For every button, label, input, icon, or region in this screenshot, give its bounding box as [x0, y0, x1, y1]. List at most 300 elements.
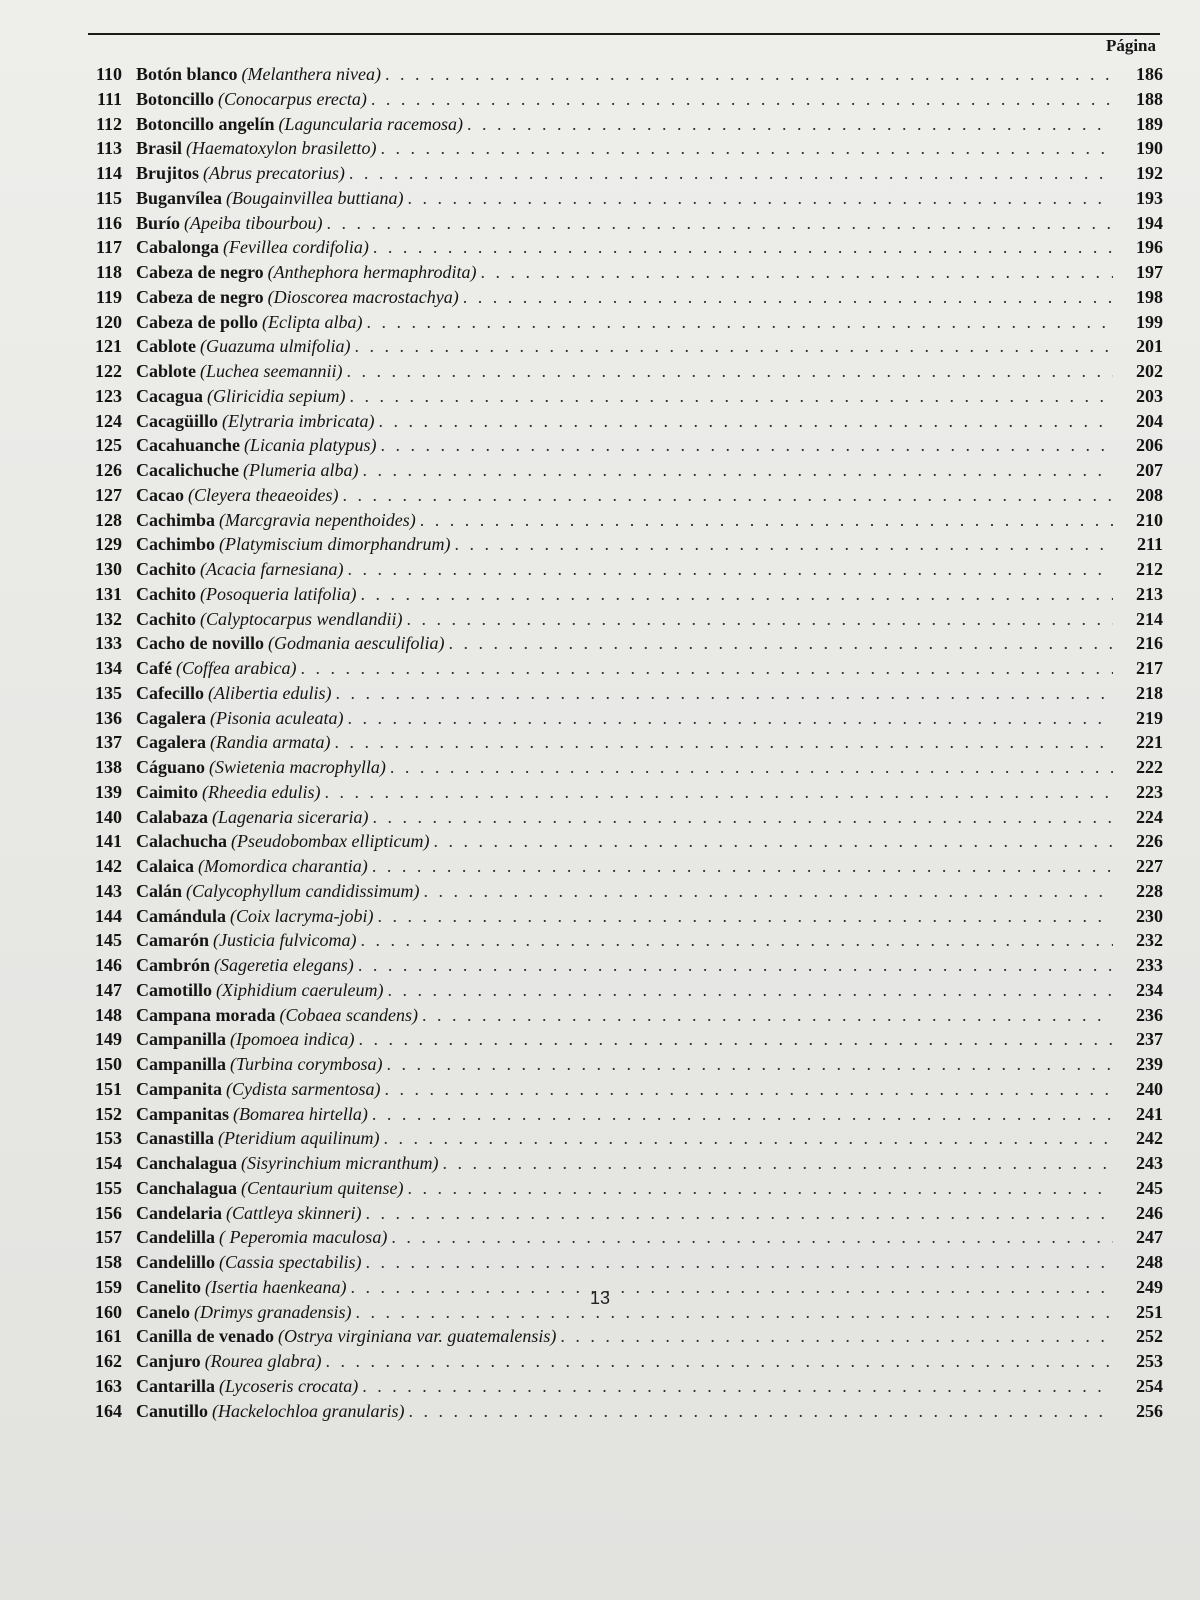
dot-leader: [443, 1153, 1113, 1174]
dot-leader: [391, 1227, 1113, 1248]
dot-leader: [372, 1104, 1113, 1125]
entry-number: 118: [95, 262, 122, 282]
entry-scientific-name: (Dioscorea macrostachya): [267, 286, 459, 307]
entry-scientific-name: (Rheedia edulis): [202, 781, 321, 802]
entry-common-name: Caimito: [136, 781, 198, 802]
entry-scientific-name: (Cattleya skinneri): [226, 1202, 362, 1223]
entry-scientific-name: (Marcgravia nepenthoides): [219, 509, 416, 530]
entry-page-number: 232: [1136, 930, 1163, 951]
entry-page-number: 247: [1136, 1227, 1163, 1248]
dot-leader: [423, 881, 1113, 902]
entry-number: 138: [95, 757, 122, 777]
entry-page-number: 239: [1136, 1054, 1163, 1074]
dot-leader: [361, 584, 1114, 605]
dot-leader: [342, 485, 1113, 506]
index-entry: [60, 1005, 1163, 1030]
index-entry: [60, 584, 1163, 609]
entry-page-number: 227: [1136, 856, 1163, 876]
entry-scientific-name: (Xiphidium caeruleum): [216, 979, 384, 1000]
dot-leader: [378, 906, 1114, 927]
entry-number: 141: [95, 831, 122, 852]
entry-number: 158: [95, 1252, 122, 1272]
entry-scientific-name: (Apeiba tibourbou): [184, 212, 323, 233]
entry-page-number: 256: [1136, 1400, 1163, 1421]
index-entry: [60, 831, 1163, 856]
entry-number: 161: [95, 1326, 122, 1347]
entry-number: 139: [95, 781, 122, 802]
dot-leader: [385, 1079, 1113, 1100]
dot-leader: [349, 386, 1113, 407]
dot-leader: [326, 1351, 1113, 1372]
entry-page-number: 214: [1136, 608, 1163, 629]
page-column-heading: Página: [1105, 36, 1156, 55]
entry-number: 112: [95, 113, 122, 134]
index-entry: [60, 807, 1163, 832]
entry-number: 136: [95, 707, 122, 728]
entry-page-number: 245: [1136, 1177, 1163, 1198]
entry-page-number: 211: [1136, 534, 1163, 555]
entry-number: 151: [95, 1078, 122, 1099]
dot-leader: [387, 980, 1113, 1001]
entry-number: 150: [95, 1054, 122, 1074]
entry-scientific-name: (Isertia haenkeana): [205, 1276, 347, 1297]
entry-number: 152: [95, 1103, 122, 1124]
entry-page-number: 234: [1136, 979, 1163, 1000]
entry-common-name: Cantarilla: [136, 1375, 215, 1396]
index-entry: [60, 411, 1163, 436]
entry-page-number: 192: [1136, 163, 1163, 183]
entry-common-name: Cabeza de negro: [136, 262, 264, 282]
entry-page-number: 208: [1136, 484, 1163, 505]
entry-number: 130: [95, 559, 122, 579]
index-entry: [60, 435, 1163, 460]
entry-page-number: 253: [1136, 1351, 1163, 1371]
entry-common-name: Camotillo: [136, 979, 212, 1000]
entry-scientific-name: (Sisyrinchium micranthum): [241, 1153, 439, 1173]
entry-scientific-name: (Elytraria imbricata): [222, 410, 375, 431]
index-entry: [60, 1128, 1163, 1153]
entry-page-number: 203: [1136, 385, 1163, 406]
page-number: 13: [589, 1288, 611, 1308]
dot-leader: [420, 510, 1113, 531]
entry-number: 148: [95, 1004, 122, 1025]
entry-scientific-name: (Fevillea cordifolia): [223, 237, 369, 258]
entry-scientific-name: (Eclipta alba): [262, 311, 363, 332]
entry-scientific-name: (Godmania aesculifolia): [268, 633, 445, 654]
index-entry: [60, 89, 1163, 114]
dot-leader: [560, 1326, 1113, 1347]
entry-scientific-name: (Cydista sarmentosa): [226, 1078, 381, 1099]
entry-scientific-name: (Gliricidia sepium): [207, 385, 346, 406]
entry-scientific-name: (Calycophyllum candidissimum): [186, 880, 420, 901]
entry-number: 115: [95, 187, 122, 208]
entry-common-name: Candelillo: [136, 1252, 216, 1272]
index-entry: [60, 1054, 1163, 1079]
entry-scientific-name: (Melanthera nivea): [241, 64, 381, 84]
entry-common-name: Candelaria: [136, 1202, 223, 1223]
index-entry: [60, 1029, 1163, 1054]
index-entry: [60, 708, 1163, 733]
dot-leader: [355, 336, 1114, 357]
entry-number: 129: [95, 534, 122, 555]
index-entry: [60, 1252, 1163, 1277]
entry-number: 131: [95, 583, 122, 604]
dot-leader: [367, 312, 1114, 333]
entry-number: 137: [95, 732, 122, 753]
dot-leader: [347, 559, 1113, 580]
entry-page-number: 199: [1136, 311, 1163, 332]
entry-scientific-name: (Pseudobombax ellipticum): [231, 831, 430, 852]
entry-common-name: Cafecillo: [136, 682, 204, 703]
entry-number: 154: [95, 1153, 122, 1173]
entry-common-name: Café: [136, 658, 172, 678]
index-entry: [60, 287, 1163, 312]
entry-common-name: Canjuro: [136, 1351, 201, 1371]
entry-page-number: 241: [1136, 1103, 1163, 1124]
entry-number: 122: [95, 361, 122, 381]
entry-number: 144: [95, 905, 122, 926]
entry-common-name: Botoncillo: [136, 88, 215, 109]
index-entry: [60, 64, 1163, 89]
header-rule: [88, 33, 1160, 35]
entry-common-name: Cachito: [136, 559, 196, 579]
index-entry: [60, 114, 1163, 139]
entry-common-name: Cacho de novillo: [136, 633, 265, 654]
entry-scientific-name: (Plumeria alba): [243, 460, 359, 480]
entry-scientific-name: (Ostrya virginiana var. guatemalensis): [278, 1326, 557, 1347]
entry-common-name: Cambrón: [136, 955, 211, 975]
entry-page-number: 186: [1136, 64, 1163, 84]
entry-common-name: Cabalonga: [136, 237, 220, 258]
entry-scientific-name: (Coffea arabica): [175, 658, 297, 678]
index-entry: [60, 1326, 1163, 1351]
dot-leader: [379, 411, 1114, 432]
dot-leader: [366, 1252, 1113, 1273]
entry-number: 111: [96, 88, 122, 109]
dot-leader: [346, 361, 1113, 382]
entry-scientific-name: (Hackelochloa granularis): [212, 1400, 405, 1421]
dot-leader: [373, 237, 1113, 258]
index-entry: [60, 1178, 1163, 1203]
entry-common-name: Campanilla: [136, 1054, 227, 1074]
index-entry: [60, 1227, 1163, 1252]
entry-page-number: 204: [1136, 410, 1163, 431]
entry-page-number: 196: [1136, 237, 1163, 258]
entry-number: 157: [95, 1227, 122, 1248]
entry-common-name: Cáguano: [136, 757, 206, 777]
entry-number: 132: [95, 608, 122, 629]
entry-common-name: Cacagüillo: [136, 410, 219, 431]
entry-common-name: Campana morada: [136, 1004, 276, 1025]
entry-common-name: Brujitos: [136, 163, 199, 183]
entry-scientific-name: (Anthephora hermaphrodita): [267, 262, 477, 282]
entry-number: 134: [95, 658, 122, 678]
entry-page-number: 207: [1136, 460, 1163, 480]
entry-number: 123: [95, 385, 122, 406]
index-entry: [60, 312, 1163, 337]
entry-number: 145: [95, 930, 122, 951]
entry-scientific-name: (Luchea seemannii): [200, 361, 343, 381]
entry-scientific-name: (Rourea glabra): [204, 1351, 322, 1371]
entry-page-number: 188: [1136, 88, 1163, 109]
dot-leader: [334, 732, 1113, 753]
entry-page-number: 189: [1136, 113, 1163, 134]
entry-scientific-name: (Guazuma ulmifolia): [200, 336, 351, 357]
entry-common-name: Calán: [136, 880, 183, 901]
entry-common-name: Canastilla: [136, 1128, 215, 1149]
index-entry: [60, 609, 1163, 634]
entry-scientific-name: (Ipomoea indica): [230, 1029, 355, 1050]
entry-page-number: 222: [1136, 757, 1163, 777]
entry-page-number: 201: [1136, 336, 1163, 357]
entry-common-name: Canelo: [136, 1301, 190, 1322]
entry-page-number: 226: [1136, 831, 1163, 852]
entry-scientific-name: (Centaurium quitense): [241, 1177, 404, 1198]
entry-number: 127: [95, 484, 122, 505]
entry-page-number: 216: [1136, 633, 1163, 654]
entry-number: 133: [95, 633, 122, 654]
dot-leader: [422, 1005, 1113, 1026]
entry-page-number: 212: [1136, 559, 1163, 579]
entry-common-name: Campanilla: [136, 1029, 227, 1050]
entry-number: 126: [95, 460, 122, 480]
entry-page-number: 197: [1136, 262, 1163, 282]
entry-scientific-name: (Justicia fulvicoma): [213, 930, 357, 951]
index-entry: [60, 510, 1163, 535]
index-entry: [60, 534, 1163, 559]
entry-common-name: Cachito: [136, 583, 196, 604]
index-entry: [60, 1351, 1163, 1376]
entry-scientific-name: (Pisonia aculeata): [209, 707, 344, 728]
index-entry: [60, 658, 1163, 683]
dot-leader: [408, 188, 1114, 209]
index-entry: [60, 1104, 1163, 1129]
dot-leader: [300, 658, 1113, 679]
entry-common-name: Canelito: [136, 1276, 201, 1297]
entry-scientific-name: ( Peperomia maculosa): [219, 1227, 388, 1248]
entry-scientific-name: (Drimys granadensis): [194, 1301, 352, 1322]
entry-scientific-name: (Turbina corymbosa): [230, 1054, 383, 1074]
entry-scientific-name: (Bougainvillea buttiana): [226, 187, 404, 208]
index-entry: [60, 485, 1163, 510]
index-entry: [60, 955, 1163, 980]
entry-page-number: 223: [1136, 781, 1163, 802]
index-entry: [60, 881, 1163, 906]
entry-scientific-name: (Lagenaria siceraria): [212, 806, 369, 827]
index-entry: [60, 336, 1163, 361]
entry-common-name: Cachimbo: [136, 534, 216, 555]
entry-common-name: Campanita: [136, 1078, 223, 1099]
entry-number: 156: [95, 1202, 122, 1223]
entry-page-number: 219: [1136, 707, 1163, 728]
entry-common-name: Cacahuanche: [136, 435, 241, 456]
index-entry: [60, 163, 1163, 188]
entry-page-number: 194: [1136, 212, 1163, 233]
entry-page-number: 228: [1136, 880, 1163, 901]
dot-leader: [372, 856, 1113, 877]
dot-leader: [390, 757, 1113, 778]
entry-page-number: 240: [1136, 1078, 1163, 1099]
entry-page-number: 237: [1136, 1029, 1163, 1050]
entry-page-number: 202: [1136, 361, 1163, 381]
entry-page-number: 254: [1136, 1375, 1163, 1396]
entry-scientific-name: (Coix lacryma-jobi): [230, 905, 374, 926]
entry-scientific-name: (Licania platypus): [244, 435, 377, 456]
entry-common-name: Calachucha: [136, 831, 228, 852]
entry-common-name: Canchalagua: [136, 1153, 238, 1173]
entry-page-number: 251: [1136, 1301, 1163, 1322]
dot-leader: [360, 930, 1113, 951]
entry-number: 114: [95, 163, 122, 183]
entry-common-name: Canilla de venado: [136, 1326, 275, 1347]
entry-common-name: Cacao: [136, 484, 184, 505]
index-entry: [60, 1376, 1163, 1401]
entry-common-name: Botoncillo angelín: [136, 113, 275, 134]
entry-common-name: Canutillo: [136, 1400, 209, 1421]
entry-common-name: Buganvílea: [136, 187, 223, 208]
index-entry: [60, 361, 1163, 386]
entry-page-number: 218: [1136, 682, 1163, 703]
index-entry: [60, 930, 1163, 955]
entry-page-number: 213: [1136, 583, 1163, 604]
entry-common-name: Campanitas: [136, 1103, 230, 1124]
entry-common-name: Cacagua: [136, 385, 203, 406]
entry-scientific-name: (Swietenia macrophylla): [209, 757, 386, 777]
dot-leader: [449, 633, 1114, 654]
dot-leader: [381, 435, 1113, 456]
index-entry: [60, 782, 1163, 807]
entry-scientific-name: (Sageretia elegans): [214, 955, 354, 975]
entry-scientific-name: (Platymiscium dimorphandrum): [219, 534, 451, 555]
entry-scientific-name: (Cassia spectabilis): [219, 1252, 362, 1272]
entry-page-number: 224: [1136, 806, 1163, 827]
dot-leader: [387, 1054, 1113, 1075]
entry-page-number: 242: [1136, 1128, 1163, 1149]
index-entry: [60, 980, 1163, 1005]
index-entry: [60, 1079, 1163, 1104]
entry-scientific-name: (Cobaea scandens): [279, 1004, 418, 1025]
dot-leader: [373, 807, 1114, 828]
entry-common-name: Cabeza de pollo: [136, 311, 259, 332]
entry-number: 117: [95, 237, 122, 258]
entry-number: 149: [95, 1029, 122, 1050]
entry-number: 113: [95, 138, 122, 159]
entry-scientific-name: (Laguncularia racemosa): [278, 113, 463, 134]
entry-number: 128: [95, 509, 122, 530]
entry-common-name: Calaica: [136, 856, 194, 876]
entry-common-name: Canchalagua: [136, 1177, 238, 1198]
entry-common-name: Cachimba: [136, 509, 216, 530]
dot-leader: [409, 1401, 1114, 1422]
entry-number: 125: [95, 435, 122, 456]
index-entry: [60, 262, 1163, 287]
index-entry: [60, 856, 1163, 881]
entry-number: 140: [95, 806, 122, 827]
entry-number: 120: [95, 311, 122, 332]
index-entry: [60, 188, 1163, 213]
entry-number: 116: [95, 212, 122, 233]
entry-page-number: 221: [1136, 732, 1163, 753]
dot-leader: [384, 1128, 1114, 1149]
entry-common-name: Burío: [136, 212, 181, 233]
entry-page-number: 236: [1136, 1004, 1163, 1025]
entry-page-number: 217: [1136, 658, 1163, 678]
entry-page-number: 193: [1136, 187, 1163, 208]
index-entry: [60, 1153, 1163, 1178]
dot-leader: [362, 460, 1113, 481]
entry-number: 135: [95, 682, 122, 703]
entry-number: 163: [95, 1375, 122, 1396]
entry-common-name: Cacalichuche: [136, 460, 239, 480]
entry-common-name: Brasil: [136, 138, 183, 159]
entry-page-number: 252: [1136, 1326, 1163, 1347]
entry-number: 110: [95, 64, 122, 84]
dot-leader: [406, 609, 1113, 630]
entry-page-number: 230: [1136, 905, 1163, 926]
index-entry: [60, 683, 1163, 708]
entry-number: 121: [95, 336, 122, 357]
index-entry: [60, 460, 1163, 485]
dot-leader: [324, 782, 1113, 803]
entry-number: 142: [95, 856, 122, 876]
entry-number: 119: [95, 286, 122, 307]
index-list: [60, 64, 1163, 1425]
dot-leader: [433, 831, 1113, 852]
index-entry: [60, 732, 1163, 757]
index-entry: [60, 386, 1163, 411]
entry-common-name: Candelilla: [136, 1227, 216, 1248]
entry-page-number: 210: [1136, 509, 1163, 530]
entry-common-name: Cablote: [136, 336, 196, 357]
index-entry: [60, 559, 1163, 584]
dot-leader: [480, 262, 1113, 283]
entry-number: 124: [95, 410, 122, 431]
entry-scientific-name: (Cleyera theaeoides): [188, 484, 339, 505]
entry-scientific-name: (Conocarpus erecta): [218, 88, 367, 109]
entry-common-name: Cagalera: [136, 732, 206, 753]
entry-scientific-name: (Bomarea hirtella): [233, 1103, 368, 1124]
entry-number: 155: [95, 1177, 122, 1198]
entry-scientific-name: (Lycoseris crocata): [219, 1375, 359, 1396]
dot-leader: [359, 1029, 1114, 1050]
dot-leader: [380, 138, 1113, 159]
dot-leader: [358, 955, 1113, 976]
entry-scientific-name: (Calyptocarpus wendlandii): [200, 608, 403, 629]
entry-common-name: Cablote: [136, 361, 196, 381]
entry-scientific-name: (Alibertia edulis): [207, 682, 332, 703]
entry-common-name: Calabaza: [136, 806, 208, 827]
index-entry: [60, 757, 1163, 782]
entry-common-name: Cabeza de negro: [136, 286, 264, 307]
entry-page-number: 249: [1136, 1276, 1163, 1297]
entry-page-number: 246: [1136, 1202, 1163, 1223]
dot-leader: [365, 1203, 1113, 1224]
dot-leader: [335, 683, 1113, 704]
entry-scientific-name: (Pteridium aquilinum): [218, 1128, 380, 1149]
entry-number: 164: [95, 1400, 122, 1421]
entry-scientific-name: (Momordica charantia): [198, 856, 368, 876]
dot-leader: [455, 534, 1114, 555]
index-entry: [60, 237, 1163, 262]
dot-leader: [349, 163, 1113, 184]
entry-scientific-name: (Randia armata): [209, 732, 331, 753]
entry-page-number: 243: [1136, 1153, 1163, 1173]
dot-leader: [362, 1376, 1113, 1397]
entry-number: 153: [95, 1128, 122, 1149]
entry-number: 159: [95, 1276, 122, 1297]
entry-scientific-name: (Acacia farnesiana): [200, 559, 344, 579]
entry-common-name: Botón blanco: [136, 64, 238, 84]
